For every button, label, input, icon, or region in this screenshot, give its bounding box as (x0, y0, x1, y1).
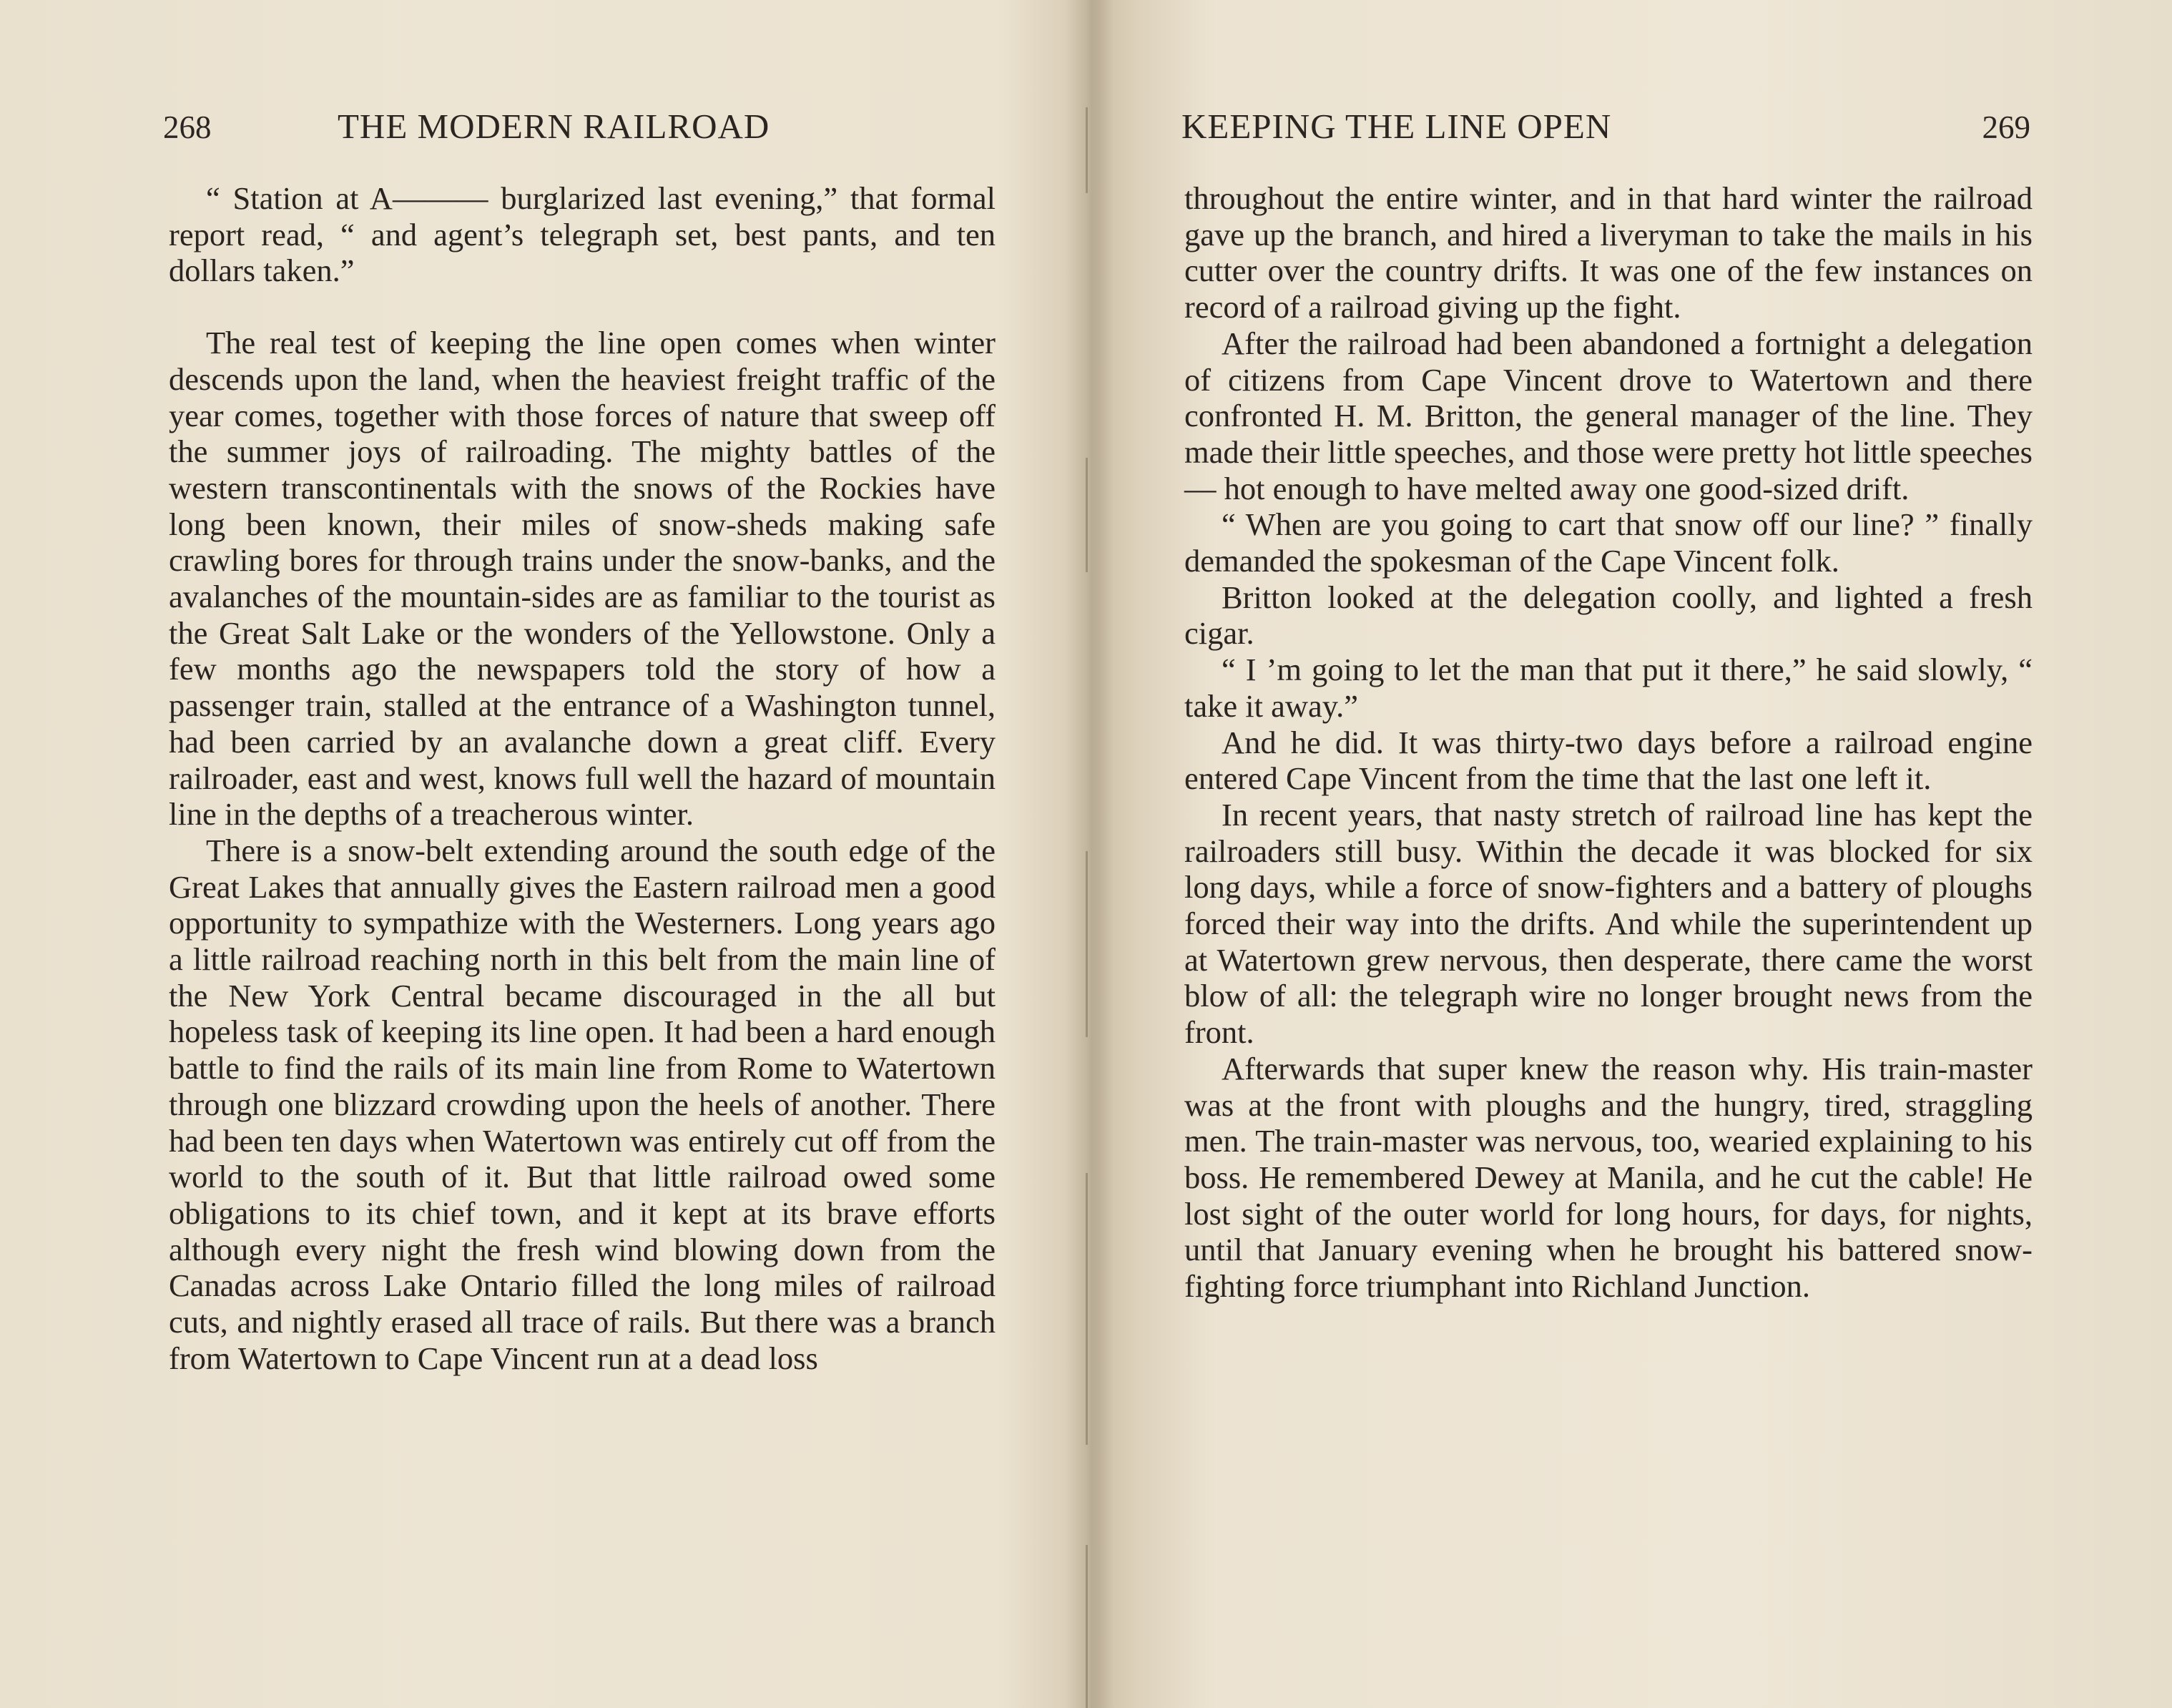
running-head: THE MODERN RAILROAD (338, 107, 770, 146)
paragraph: Britton looked at the delegation coolly, and lighted a fresh cigar. (1184, 579, 2033, 652)
paragraph: There is a snow-belt extending around the south edge of the Great Lakes that annually gives the Eastern railroad men a good opportunity to sympathize with the Westerners. Long years ago a little railroad reaching north in this belt from the main line of the New York Central became discouraged in the all but hopeless task of keeping its line open. It had been a hard enough battle to find the rails of its main line from Rome to Watertown through one blizzard crowding upon the heels of another. There had been ten days when Watertown was entirely cut off from the world to the south of it. But that little railroad owed some obligations to its chief town, and it kept at its brave efforts although every night the fresh wind blowing down from the Canadas across Lake Ontario filled the long miles of railroad cuts, and nightly erased all trace of rails. But there was a branch from Watertown to Cape Vincent run at a dead loss (169, 832, 996, 1376)
paragraph: In recent years, that nasty stretch of railroad line has kept the railroaders still busy. Within the decade it was blocked for six long days, while a force of snow-fighters and a battery of ploughs forced their way into the drifts. And while the superintendent up at Watertown grew nervous, then desperate, there came the worst blow of all: the telegraph wire no longer brought news from the front. (1184, 796, 2033, 1051)
gutter-edge (1086, 1173, 1088, 1445)
paragraph: “ Station at A——— burglarized last evening,” that formal report read, “ and agent’s telegraph set, best pants, and ten dollars taken.” (169, 180, 996, 289)
right-page-header (1181, 106, 2030, 149)
left-page-header (163, 106, 994, 149)
paragraph: “ I ’m going to let the man that put it there,” he said slowly, “ take it away.” (1184, 652, 2033, 724)
left-page (0, 0, 1073, 1708)
gutter-edge (1086, 1545, 1088, 1708)
paragraph: After the railroad had been abandoned a fortnight a delegation of citizens from Cape Vincent drove to Watertown and there confronted H. M. Britton, the general manager of the line. They made their little speeches, and those were pretty hot little speeches — hot enough to have melted away one good-sized drift. (1184, 325, 2033, 506)
paragraph: “ When are you going to cart that snow off our line? ” finally demanded the spokesman of the Cape Vincent folk. (1184, 506, 2033, 579)
right-page (1099, 0, 2172, 1708)
running-head: KEEPING THE LINE OPEN (1181, 107, 1612, 146)
paragraph: The real test of keeping the line open comes when winter descends upon the land, when the heaviest freight traffic of the year comes, together with those forces of nature that sweep off the summer joys of railroading. The mighty battles of the western transcontinentals with the snows of the Rockies have long been known, their miles of snow-sheds making safe crawling bores for through trains under the snow-banks, and the avalanches of the mountain-sides are as familiar to the tourist as the Great Salt Lake or the wonders of the Yellowstone. Only a few months ago the newspapers told the story of how a passenger train, stalled at the entrance of a Washington tunnel, had been carried by an avalanche down a great cliff. Every railroader, east and west, knows full well the hazard of mountain line in the depths of a treacherous winter. (169, 325, 996, 833)
page-number: 269 (1982, 109, 2030, 145)
paragraph: And he did. It was thirty-two days before a railroad engine entered Cape Vincent from the time that the last one left it. (1184, 724, 2033, 797)
gutter-edge (1086, 458, 1088, 572)
left-page-body (169, 180, 996, 1377)
paragraph: Afterwards that super knew the reason why. His train-master was at the front with ploughs and the hungry, tired, straggling men. The train-master was nervous, too, wearied explaining to his boss. He remembered Dewey at Manila, and he cut the cable! He lost sight of the outer world for long hours, for days, for nights, until that January evening when he brought his battered snow-fighting force triumphant into Richland Junction. (1184, 1050, 2033, 1305)
page-number: 268 (163, 109, 212, 145)
right-page-body (1184, 180, 2033, 1305)
paragraph: throughout the entire winter, and in that hard winter the railroad gave up the branch, and hired a liveryman to take the mails in his cutter over the country drifts. It was one of the few instances on record of a railroad giving up the fight. (1184, 180, 2033, 325)
gutter-edge (1086, 107, 1088, 193)
gutter-edge (1086, 851, 1088, 1037)
